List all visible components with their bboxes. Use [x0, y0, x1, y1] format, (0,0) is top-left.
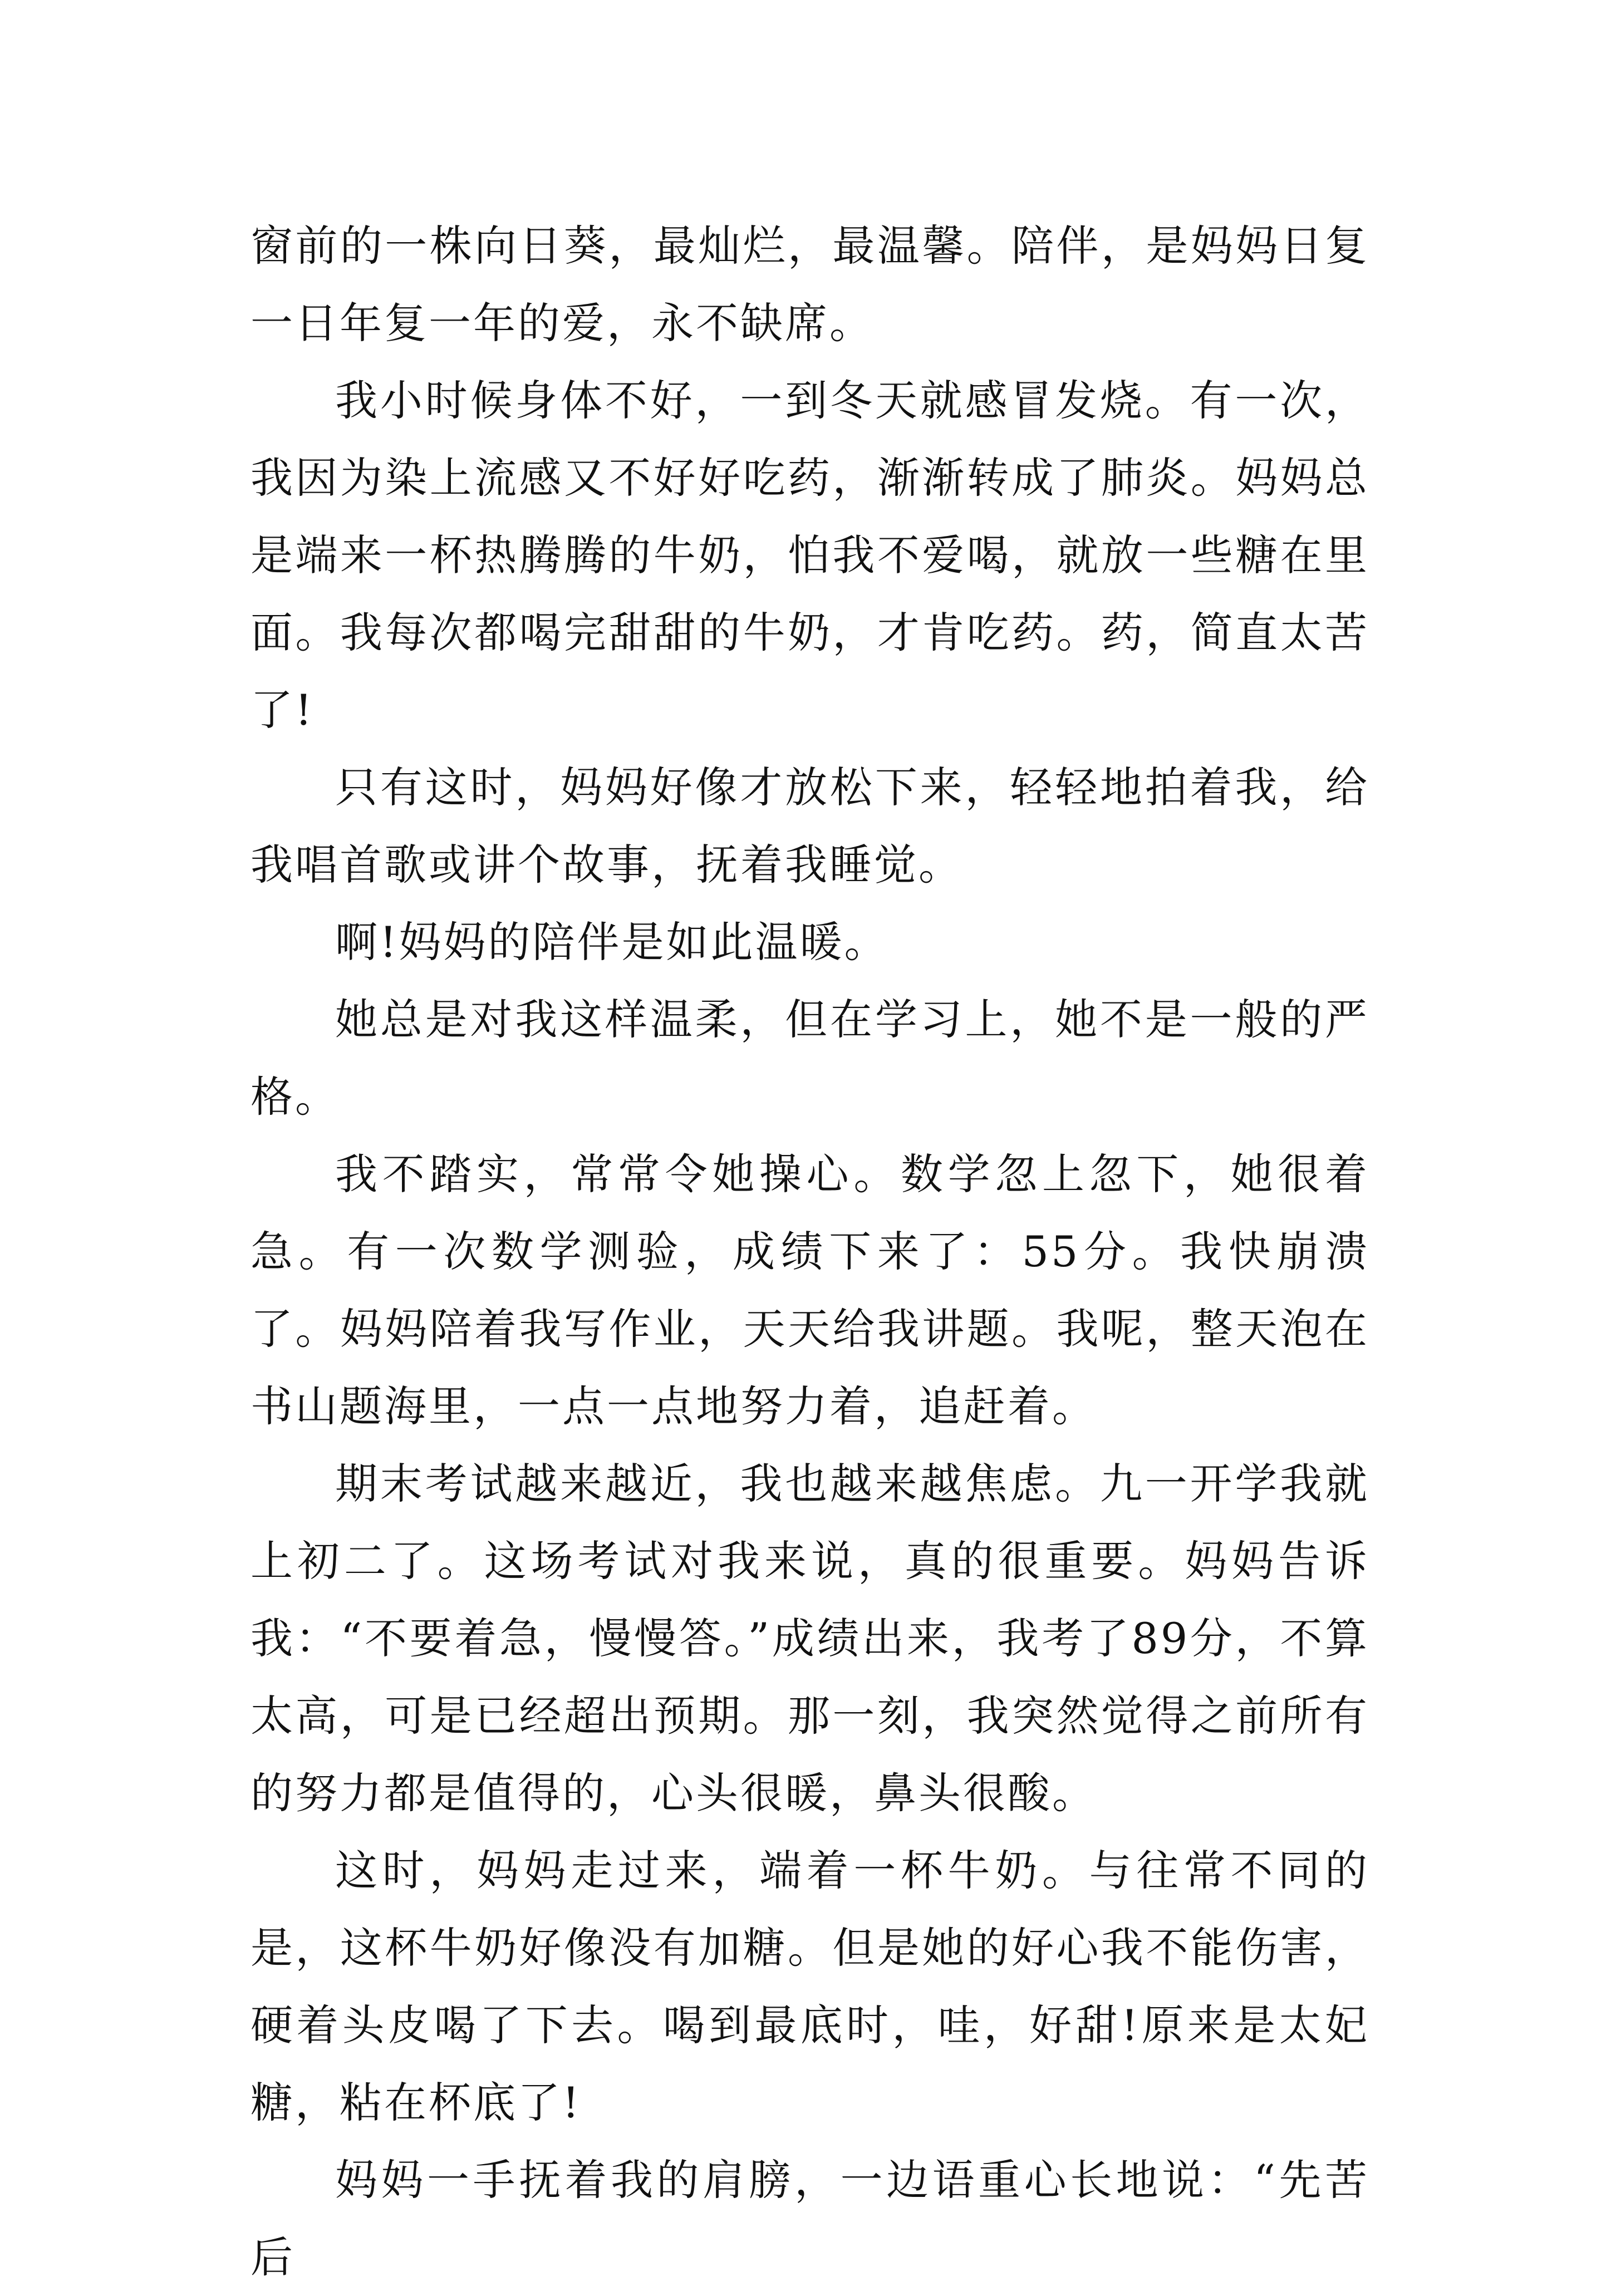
essay-body: [251, 207, 1369, 2296]
paragraph-6: 我不踏实，常常令她操心。数学忽上忽下，她很着急。有一次数学测验，成绩下来了：55分。我快崩溃了。妈妈陪着我写作业，天天给我讲题。我呢，整天泡在书山题海里，一点一点地努力着，追赶着。: [251, 1149, 1369, 1431]
paragraph-1: 窗前的一株向日葵，最灿烂，最温馨。陪伴，是妈妈日复一日年复一年的爱，永不缺席。: [251, 221, 1369, 348]
paragraph-4: 啊!妈妈的陪伴是如此温暖。: [335, 917, 889, 967]
paragraph-3: 只有这时，妈妈好像才放松下来，轻轻地拍着我，给我唱首歌或讲个故事，抚着我睡觉。: [251, 763, 1369, 889]
paragraph-9: 妈妈一手抚着我的肩膀，一边语重心长地说：“先苦后: [251, 2155, 1369, 2282]
paragraph-5: 她总是对我这样温柔，但在学习上，她不是一般的严格。: [251, 995, 1369, 1122]
paragraph-2: 我小时候身体不好，一到冬天就感冒发烧。有一次，我因为染上流感又不好好吃药，渐渐转成了肺炎。妈妈总是端来一杯热腾腾的牛奶，怕我不爱喝，就放一些糖在里面。我每次都喝完甜甜的牛奶，才肯吃药。药，简直太苦了!: [251, 376, 1369, 735]
paragraph-7: 期末考试越来越近，我也越来越焦虑。九一开学我就上初二了。这场考试对我来说，真的很重要。妈妈告诉我：“不要着急，慢慢答。”成绩出来，我考了89分，不算太高，可是已经超出预期。那一刻，我突然觉得之前所有的努力都是值得的，心头很暖，鼻头很酸。: [251, 1459, 1369, 1818]
paragraph-8: 这时，妈妈走过来，端着一杯牛奶。与往常不同的是，这杯牛奶好像没有加糖。但是她的好心我不能伤害，硬着头皮喝了下去。喝到最底时，哇，好甜!原来是太妃糖，粘在杯底了!: [251, 1846, 1369, 2127]
